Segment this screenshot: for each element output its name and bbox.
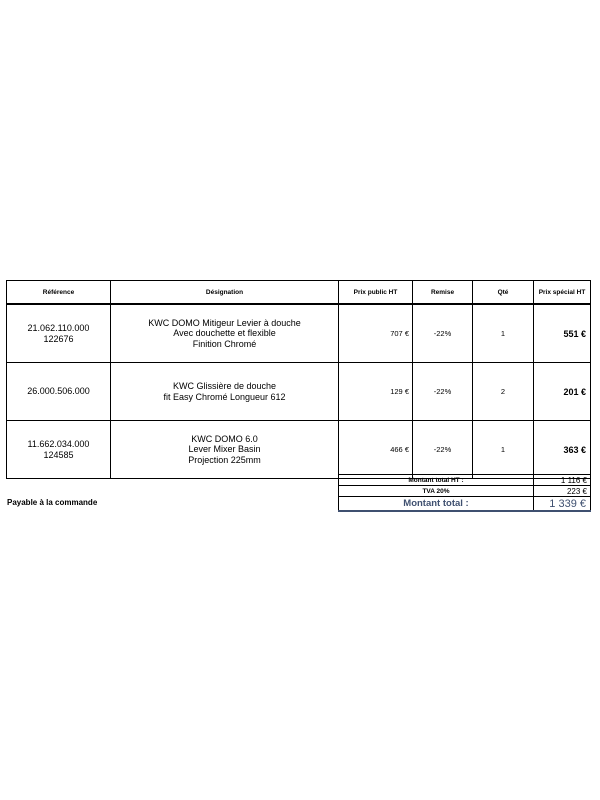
table-header-row — [7, 281, 591, 305]
header-designation: Désignation — [111, 281, 339, 305]
designation-line: Lever Mixer Basin — [188, 444, 261, 455]
row-prix-special: 363 € — [534, 421, 591, 479]
header-prix-public: Prix public HT — [339, 281, 413, 305]
row-reference — [7, 421, 111, 479]
total-ht-label: Montant total HT : — [339, 475, 534, 486]
row-remise: -22% — [413, 421, 473, 479]
grand-total-value: 1 339 € — [534, 497, 591, 512]
row-remise: -22% — [413, 363, 473, 421]
row-prix-special: 551 € — [534, 304, 591, 363]
designation-line: KWC Glissière de douche — [172, 381, 277, 391]
table-row — [7, 363, 591, 421]
tva-label: TVA 20% — [339, 486, 534, 497]
table-row — [7, 304, 591, 363]
row-qte: 1 — [473, 304, 534, 363]
designation-line: Projection 225mm — [188, 454, 261, 465]
designation-line: Avec douchette et flexible — [173, 328, 276, 339]
header-prix-special: Prix spécial HT — [534, 281, 591, 305]
row-reference — [7, 304, 111, 363]
reference-code: 11.662.034.000 — [27, 438, 90, 449]
total-ht-row — [339, 475, 591, 486]
designation-line: KWC DOMO Mitigeur Levier à douche — [148, 317, 301, 328]
designation-line: Finition Chromé — [192, 338, 257, 349]
row-remise: -22% — [413, 304, 473, 363]
designation-line: fit Easy Chromé Longueur 612 — [163, 391, 286, 402]
quote-table — [6, 280, 591, 479]
tva-row — [339, 486, 591, 497]
reference-code: 26.000.506.000 — [27, 386, 90, 396]
row-prix-public: 129 € — [339, 363, 413, 421]
designation-line: KWC DOMO 6.0 — [191, 433, 258, 444]
row-prix-special: 201 € — [534, 363, 591, 421]
row-designation — [111, 304, 339, 363]
row-prix-public: 707 € — [339, 304, 413, 363]
reference-code-secondary: 124585 — [43, 449, 74, 460]
header-remise: Remise — [413, 281, 473, 305]
row-reference — [7, 363, 111, 421]
total-ht-value: 1 116 € — [534, 475, 591, 486]
totals-table — [338, 474, 591, 512]
row-designation — [111, 363, 339, 421]
header-qte: Qté — [473, 281, 534, 305]
payment-terms: Payable à la commande — [7, 498, 98, 507]
grand-total-label: Montant total : — [339, 497, 534, 512]
row-qte: 1 — [473, 421, 534, 479]
header-reference: Référence — [7, 281, 111, 305]
row-qte: 2 — [473, 363, 534, 421]
tva-value: 223 € — [534, 486, 591, 497]
reference-code-secondary: 122676 — [43, 333, 74, 344]
table-row — [7, 421, 591, 479]
row-prix-public: 466 € — [339, 421, 413, 479]
grand-total-row — [339, 497, 591, 512]
row-designation — [111, 421, 339, 479]
reference-code: 21.062.110.000 — [27, 322, 90, 333]
